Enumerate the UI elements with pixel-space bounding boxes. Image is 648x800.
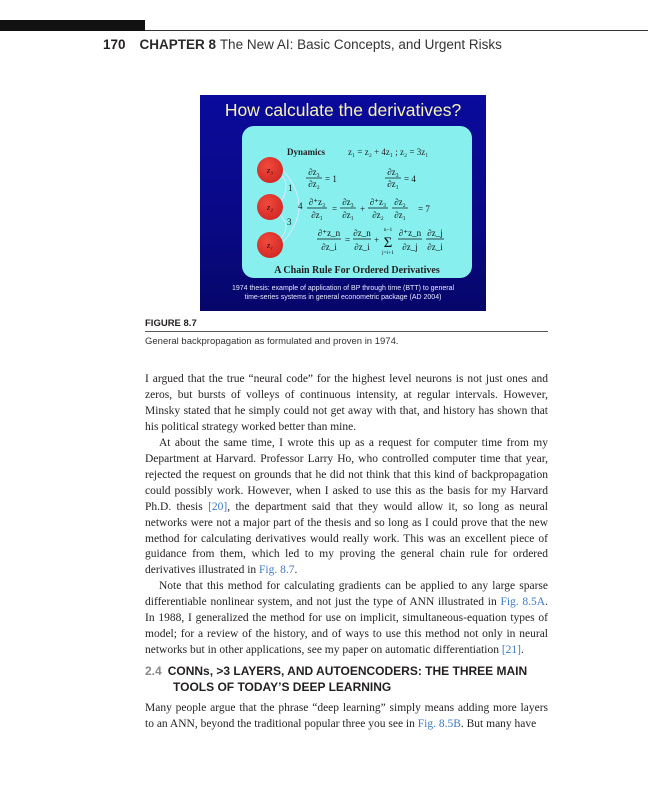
header-rule <box>145 30 648 31</box>
node-z3: z₃ <box>257 157 283 183</box>
figure-link-8-5a[interactable]: Fig. 8.5A <box>500 596 546 609</box>
section-body <box>145 701 548 733</box>
slide-note-line-2: time-series systems in general econometric package (AD 2004) <box>244 294 442 301</box>
svg-text:Σ: Σ <box>383 235 393 251</box>
body-text <box>145 372 548 659</box>
slide-note <box>200 284 486 302</box>
figure-label: FIGURE 8.7 <box>145 318 197 329</box>
svg-text:∂z_n: ∂z_n <box>353 228 371 238</box>
running-head <box>103 37 502 52</box>
node-z1: z₁ <box>257 232 283 258</box>
svg-text:∂z_j: ∂z_j <box>427 228 443 238</box>
section-title-line-1: CONNs, >3 LAYERS, AND AUTOENCODERS: THE THREE MAIN <box>167 664 528 678</box>
figure-caption: General backpropagation as formulated and proven in 1974. <box>145 336 399 347</box>
eq2-num: ∂z₃ <box>387 167 399 177</box>
section-heading <box>145 663 545 695</box>
figure-link-8-5b[interactable]: Fig. 8.5B <box>417 717 461 730</box>
svg-text:+: + <box>360 204 366 214</box>
page-number: 170 <box>103 37 126 52</box>
section-paragraph-1 <box>145 701 548 733</box>
svg-text:∂z_i: ∂z_i <box>427 242 443 252</box>
eq3-rhs: = 7 <box>418 204 430 214</box>
paragraph-2-text-b: , the department said that they would allow it, so long as neural networks were not a major part of the thesis and so long as I could prove that the new method for calculating derivatives would really work. This was an excellent piece of guidance from them, which led to my proving the general chain rule for ordered derivatives illustrated in <box>145 500 548 577</box>
svg-text:∂z₁: ∂z₁ <box>342 210 354 220</box>
edge-label-1: 1 <box>288 183 293 193</box>
svg-text:∂⁺z_n: ∂⁺z_n <box>317 228 341 238</box>
svg-text:+: + <box>374 235 380 245</box>
paragraph-3-text-c: . <box>521 644 524 657</box>
section-title-line-2: TOOLS OF TODAY’S DEEP LEARNING <box>173 680 392 694</box>
running-title: The New AI: Basic Concepts, and Urgent Risks <box>219 37 502 52</box>
node-z2: z₂ <box>257 194 283 220</box>
svg-text:∂z_i: ∂z_i <box>321 242 337 252</box>
chapter-label: CHAPTER 8 <box>139 37 217 52</box>
svg-text:=: = <box>345 235 351 245</box>
section-number: 2.4 <box>145 664 162 678</box>
section-paragraph-text-a: Many people argue that the phrase “deep learning” simply means adding more layers to an ANN, beyond the traditional popular three you see in <box>145 702 548 730</box>
paragraph-2-text-c: . <box>294 564 298 577</box>
paragraph-1: I argued that the true “neural code” for the highest level neurons is not just ones and zeros, but bursts of volleys of continuous intensity, at regular intervals. However, Minsky stated that he simply could not get away with that, and history has shown that his political strategy worked better than mine. <box>145 373 548 433</box>
paragraph-2-text-a: At about the same time, I wrote this up as a request for computer time from my Department at Harvard. Professor Larry Ho, who controlled computer time that year, rejected the request on grounds that he did not think that this kind of backpropagation could possibly work. However, when I asked to use this as the basis for my Harvard Ph.D. thesis <box>145 436 548 513</box>
eq1-num: ∂z₃ <box>308 167 320 177</box>
svg-text:∂z₂: ∂z₂ <box>394 197 406 207</box>
svg-text:n−1: n−1 <box>383 227 393 233</box>
paragraph-3 <box>145 579 548 659</box>
svg-text:∂z₃: ∂z₃ <box>342 197 354 207</box>
svg-text:∂z₁: ∂z₁ <box>311 210 323 220</box>
svg-text:∂⁺z₃: ∂⁺z₃ <box>308 197 326 207</box>
figure-rule <box>145 331 548 332</box>
svg-text:∂z_j: ∂z_j <box>402 242 418 252</box>
chain-rule-caption: A Chain Rule For Ordered Derivatives <box>274 265 440 276</box>
eq1-rhs: = 1 <box>325 174 337 184</box>
figure-slide <box>200 95 486 311</box>
citation-link-20[interactable]: [20] <box>208 500 228 513</box>
dynamics-label: Dynamics <box>287 147 325 157</box>
paragraph-2 <box>145 436 548 580</box>
svg-text:∂⁺z_n: ∂⁺z_n <box>398 228 422 238</box>
svg-text:=: = <box>332 204 338 214</box>
slide-title: How calculate the derivatives? <box>224 100 462 120</box>
svg-text:∂z₁: ∂z₁ <box>394 210 406 220</box>
citation-link-21[interactable]: [21] <box>501 644 521 657</box>
svg-text:∂⁺z₃: ∂⁺z₃ <box>369 197 387 207</box>
eq2-rhs: = 4 <box>404 174 416 184</box>
eq1-den: ∂z₂ <box>308 179 320 189</box>
svg-text:∂z_i: ∂z_i <box>354 242 370 252</box>
eq2-den: ∂z₁ <box>387 179 399 189</box>
header-bar <box>0 20 145 31</box>
svg-text:j=i+1: j=i+1 <box>381 250 395 256</box>
svg-text:∂z₂: ∂z₂ <box>372 210 384 220</box>
paragraph-3-text-a: Note that this method for calculating gradients can be applied to any large sparse differentiable nonlinear system, and not just the type of ANN illustrated in <box>145 580 548 609</box>
figure-link-8-7[interactable]: Fig. 8.7 <box>259 564 295 577</box>
slide-note-line-1: 1974 thesis: example of application of BP through time (BTT) to general <box>231 285 455 292</box>
section-paragraph-text-b: . But many have <box>460 717 537 730</box>
dependency-graph <box>200 95 486 311</box>
edge-label-4: 4 <box>298 201 303 211</box>
edge-label-3: 3 <box>287 217 292 227</box>
dynamics-equation: z₁ = z₂ + 4z₁ ; z₂ = 3z₁ <box>348 147 429 157</box>
paragraph-3-text-b: . In 1988, I generalized the method for use on implicit, simultaneous-equation types of model; for a review of the history, and of ways to use this method not only in neural networks but in other applications, see my paper on automatic differentiation <box>145 596 548 657</box>
